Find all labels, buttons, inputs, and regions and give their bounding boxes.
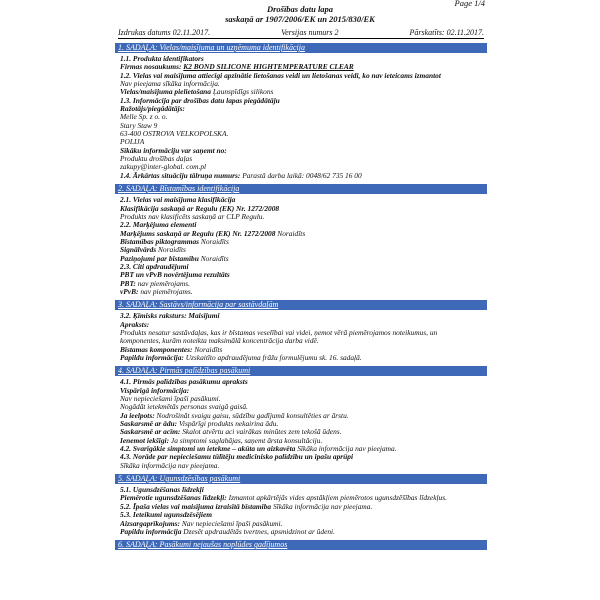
field-label: Firmas nosaukums: [120,63,184,72]
field-label: Klasifikācija saskaņā ar Regulu (EK) Nr. 1272/2008 [120,204,280,213]
section-line [120,147,487,155]
section-line [120,420,487,428]
section-header-1 [115,43,487,53]
section-line [120,55,487,63]
field-value: Izmantot apkārtējās vides apstākļiem piemērotos ugunsdzēšības līdzekļus. [228,494,447,503]
field-label: Paziņojumi par bīstamību [120,254,201,263]
field-text: zakupy@inter-global. com.pl [120,163,207,172]
section-title: 1. SADAĻA: Vielas/maisījuma un uzņēmuma identifikācija [118,43,305,52]
section-title: 4. SADAĻA: Pirmās palīdzības pasākumi [118,366,251,376]
section-title: 3. SADAĻA: Sastāvs/informācija par sastāvdaļām [118,300,279,310]
section-line [120,486,487,494]
field-label: 1.1. Produkta identifikators [120,55,204,63]
section-line [120,271,487,279]
section-line [120,288,487,296]
field-label: 5.3. Ieteikumi ugunsdzēsējiem [120,511,212,520]
field-value: Ļaunspīdīgs silikons [212,88,274,97]
section-header-6 [115,540,487,550]
field-text: Nogādāt ietekmētās personas svaigā gaisā. [120,403,248,412]
issue-date: Izdrukas datums 02.11.2017. [118,28,211,37]
section-body-5 [115,486,487,536]
field-value: Noraidīts [194,345,223,354]
section-body-4 [115,378,487,470]
field-label: 4.2. Svarīgākie simptomi un ietekme – akūta un aizkavēta [120,445,298,454]
field-value: Noraidīts [158,246,186,255]
field-text: Melle Sp. z o. o. [120,113,168,122]
field-value: Uzskaitīto apdraudējuma frāžu formulējumu sk. 16. sadaļā. [185,354,362,362]
field-text: Produktu drošības daļas [120,155,193,164]
field-label: PBT un vPvB novērtējuma rezultāts [120,271,230,280]
section-line [120,428,487,436]
field-text: Sīkāka informācija nav pieejama. [120,461,220,470]
section-line [120,520,487,528]
field-label: 2.3. Citi apdraudējumi [120,262,189,271]
field-label: Bīstamības piktogrammas [120,237,201,246]
section-line [120,462,487,470]
field-label: Piemērotie ugunsdzēšanas līdzekļi: [120,494,229,503]
page-number: Page 1/4 [454,0,485,8]
section-body-2 [115,196,487,296]
section-line [120,346,487,354]
section-line [120,395,487,403]
field-label: 1.2. Vielas vai maisījuma attiecīgi apzinātie lietošanas veidi un lietošanas veidi, ko nav ieteicams izmantot [120,71,441,80]
section-line [120,172,487,180]
section-line [120,412,487,420]
field-label: 5.1. Ugunsdzēšanas līdzekļi [120,486,204,495]
section-line [120,221,487,229]
section-line [120,105,487,113]
field-text: komponentes, kurām noteikta maksimālā koncentrācija darba vidē. [120,337,319,346]
section-title: 5. SADAĻA: Ugunsdzēsības pasākumi [118,474,241,484]
section-body-1 [115,55,487,180]
section-line [120,163,487,171]
section-line [120,378,487,386]
field-text: POLIJA [120,138,145,147]
field-label: 1.4. Ārkārtas situāciju tālruņa numurs: [120,171,243,180]
field-label: vPvB: [120,287,141,296]
field-value: Skalot atvērtu aci vairākas minūtes zem tekošā ūdens. [182,428,342,437]
section-line [120,354,487,362]
field-value: Vispārīgi produkts nekairina ādu. [178,420,279,429]
field-label: 4.1. Pirmās palīdzības pasākumu apraksts [120,378,248,387]
field-label: Bīstamas komponentes: [120,345,195,354]
field-value: Sīkāka informācija nav pieejama. [272,502,373,511]
field-text: Nav nepieciešami īpaši pasākumi. [120,395,221,404]
section-line [120,88,487,96]
section-line [120,321,487,329]
section-line [120,205,487,213]
field-label: Aizsargaprīkojums: [120,519,182,528]
section-line [120,72,487,80]
document-meta-row [118,28,484,39]
field-label: 4.3. Norāde par nepieciešamu tūlītēju medicīnisko palīdzību un īpašu aprūpi [120,453,354,462]
field-label: Marķējums saskaņā ar Regulu (EK) Nr. 1272/2008 [120,229,278,238]
section-line [120,387,487,395]
revised-date: Pārskatīts: 02.11.2017. [409,28,484,37]
section-line [120,97,487,105]
field-text: Nav pieejama sīkāka informācija. [120,80,220,89]
field-value: nav piemērojams. [140,287,193,296]
section-line [120,246,487,254]
field-label: Saskarsmē ar ādu: [120,420,179,429]
field-value: Nav nepieciešami īpaši pasākumi. [181,519,283,528]
field-label: Ienemot iekšīgi: [120,436,171,445]
field-label: Papildu informācija: [120,354,186,362]
field-value: Noraidīts [277,229,306,238]
field-label: Papildu informācija [120,527,184,536]
field-value: Nodrošināt svaigu gaisu, sūdzību gadījumā konsultēties ar ārstu. [156,411,349,420]
field-label: 2.1. Vielas vai maisījuma klasifikācija [120,196,236,205]
section-line [120,255,487,263]
field-label: Ražotājs/piegādātājs: [120,105,185,114]
field-value: Noraidīts [200,237,229,246]
section-line [120,337,487,345]
section-line [120,437,487,445]
section-header-3 [115,300,487,310]
section-line [120,196,487,204]
field-label: Vispārīgā informācija: [120,386,190,395]
section-header-4 [115,366,487,376]
section-line [120,130,487,138]
section-line [120,113,487,121]
section-line [120,494,487,502]
section-line [120,63,487,71]
section-line [120,230,487,238]
section-line [120,403,487,411]
section-line [120,453,487,461]
field-label: Vielas/maisījuma pielietošana [120,88,213,97]
field-text: 63-400 OSTROVA VELKOPOLSKA. [120,130,229,139]
field-label: Apraksts: [120,320,150,329]
section-line [120,155,487,163]
field-value: Parastā darba laikā: 0048/62 735 16 00 [242,171,362,180]
field-label: Ja ieelpots: [120,411,157,420]
section-line [120,80,487,88]
section-line [120,329,487,337]
section-line [120,263,487,271]
section-line [120,445,487,453]
field-value: Dzesēt apdraudētās tvertnes, apsmidzinot ar ūdeni. [183,527,335,536]
field-label: Saskarsmē ar acīm: [120,428,183,437]
section-line [120,280,487,288]
section-title: 6. SADAĻA: Pasākumi nejaušas noplūdes gadījumos [118,540,288,550]
section-body-3 [115,312,487,362]
field-value: K2 BOND SILICONE HIGHTEMPERATURE CLEAR [183,63,354,72]
section-line [120,312,487,320]
field-value: Sīkāka informācija nav pieejama. [297,445,397,454]
document-regulation: saskaņā ar 1907/2006/EK un 2015/830/EK [225,14,375,24]
field-text: Produkts nav klasificēts saskaņā ar CLP Regulu. [120,212,265,221]
field-value: nav piemērojams. [137,279,190,288]
section-line [120,511,487,519]
section-line [120,238,487,246]
field-label: 5.2. Īpaša vielas vai maisījuma izraisītā bīstamība [120,502,273,511]
field-label: Signālvārds [120,246,158,255]
field-label: Sīkāku informāciju var saņemt no: [120,146,227,155]
field-label: 1.3. Informācija par drošības datu lapas piegādātāju [120,96,280,105]
section-line [120,528,487,536]
section-header-5 [115,474,487,484]
section-line [120,213,487,221]
document-content [115,43,487,554]
version-number: Versijas numurs 2 [281,28,339,37]
section-line [120,503,487,511]
section-line [120,122,487,130]
field-value: Noraidīts [200,254,229,263]
section-header-2 [115,184,487,194]
field-label: 2.2. Marķējuma elementi [120,221,197,230]
section-title: 2. SADAĻA: Bīstamības identifikācija [118,184,240,194]
field-text: Produkts nesatur sastāvdaļas, kas ir bīstamas veselībai vai videi, ņemot vērā piemērojamos noteikumus, un [120,328,438,337]
field-label: 3.2. Ķīmisks raksturs: Maisījumi [120,312,220,321]
section-line [120,138,487,146]
field-value: Ja simptomi saglabājas, saņemt ārsta konsultāciju. [170,436,323,445]
field-text: Stary Staw 9 [120,121,158,130]
field-label: PBT: [120,279,138,288]
document-title: Drošības datu lapa [266,4,334,14]
